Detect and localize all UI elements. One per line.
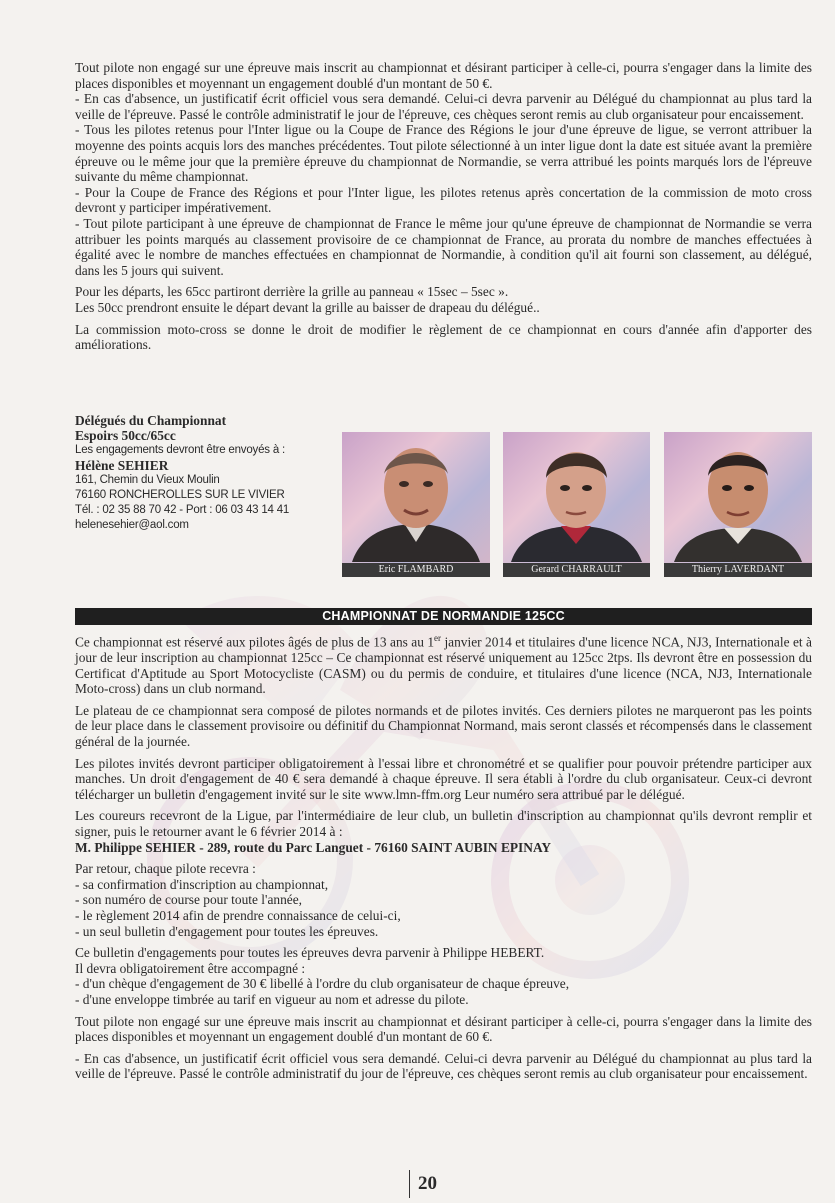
paragraph: Les 50cc prendront ensuite le départ devant la grille au baisser de drapeau du délégué.. [75,299,540,315]
delegates-contact [75,413,335,533]
list-item: - sa confirmation d'inscription au championnat, [75,876,329,892]
address-line: M. Philippe SEHIER - 289, route du Parc Languet - 76160 SAINT AUBIN EPINAY [75,839,552,855]
photo-caption: Thierry LAVERDANT [664,563,812,577]
paragraph: Pour les départs, les 65cc partiront derrière la grille au panneau « 15sec – 5sec ». [75,284,509,300]
paragraph: Tout pilote non engagé sur une épreuve mais inscrit au championnat et désirant participer à celle-ci, pourra s'engager dans la limite des places disponibles et moyennant un engagement doublé d'un montant de 60 €. [75,1013,812,1045]
delegates-intro: Les engagements devront être envoyés à : [75,444,286,456]
delegates-subtitle: Espoirs 50cc/65cc [75,428,176,443]
list-item: - le règlement 2014 afin de prendre connaissance de celui-ci, [75,907,401,923]
portrait-icon [664,432,812,562]
photo-caption: Eric FLAMBARD [342,563,490,577]
photo-caption: Gerard CHARRAULT [503,563,650,577]
paragraph: Il devra obligatoirement être accompagné : [75,960,306,976]
paragraph: Tout pilote non engagé sur une épreuve mais inscrit au championnat et désirant participer à celle-ci, pourra s'engager dans la limite des places disponibles et moyennant un engagement doublé d'un montant de 50 €. [75,60,812,91]
paragraph: Le plateau de ce championnat sera composé de pilotes normands et de pilotes invités. Ces derniers pilotes ne marqueront pas les points de leur place dans le classement provisoire ou définitif du Championnat Normand, mais seront classés et récompensés dans le classement général de la journée. [75,702,812,750]
text-span: Ce championnat est réservé aux pilotes âgés de plus de 13 ans au 1 [75,634,435,650]
paragraph: - En cas d'absence, un justificatif écrit officiel vous sera demandé. Celui-ci devra parvenir au Délégué du championnat au plus tard la veille de l'épreuve. Passé le contrôle administratif le jour de l'épreuve, ces chèques seront remis au club organisateur pour encaissement. [75,91,812,122]
delegate-photo [342,432,490,577]
contact-address-1: 161, Chemin du Vieux Moulin [75,474,220,486]
delegate-photo [664,432,812,577]
paragraph: - Tout pilote participant à une épreuve de championnat de France le même jour qu'une épreuve de championnat de Normandie se verra attribuer les points marqués au classement provisoire de ce championnat de France, au prorata du nombre de manches effectuées à égalité avec le nombre de manches effectuées en championnat de Normandie, à condition qu'il ait fourni son classement, au délégué, dans les 5 jours qui suivent. [75,215,812,278]
main-text-block [75,631,812,1088]
top-text-block [75,60,812,359]
page-number: 20 [409,1170,437,1198]
text-span: janvier 2014 et titulaires d'une licence NCA, NJ3, Internationale et à jour de leur inscription au championnat 125cc – Ce championnat est réservé uniquement au 125cc 2tps. Ils devront être en possession du Certificat d'Aptitude au Sport Motocycliste (CASM) ou du permis de conduire, et titulaires d'une licence (NCA, NJ3, Internationale Moto-cross) dans un club normand. [75,634,812,697]
superscript: er [434,633,442,643]
list-item: - d'un chèque d'engagement de 30 € libellé à l'ordre du club organisateur de chaque épreuve, [75,976,570,992]
contact-name: Hélène SEHIER [75,458,169,473]
list-item: - un seul bulletin d'engagement pour toutes les épreuves. [75,923,379,939]
paragraph: La commission moto-cross se donne le droit de modifier le règlement de ce championnat en cours d'année afin d'apporter des améliorations. [75,321,812,353]
delegates-title: Délégués du Championnat [75,413,227,428]
delegate-photo [503,432,650,577]
portrait-icon [342,432,490,562]
paragraph: Les coureurs recevront de la Ligue, par l'intermédiaire de leur club, un bulletin d'inscription au championnat qu'ils devront remplir et signer, puis le retourner avant le 6 février 2014 à : [75,808,812,839]
paragraph: Par retour, chaque pilote recevra : [75,861,256,877]
list-item: - d'une enveloppe timbrée au tarif en vigueur au nom et adresse du pilote. [75,991,469,1007]
contact-phone: Tél. : 02 35 88 70 42 - Port : 06 03 43 14 41 [75,504,290,516]
paragraph: Les pilotes invités devront participer obligatoirement à l'essai libre et chronométré et se qualifier pour pouvoir prétendre participer aux manches. Un droit d'engagement de 40 € sera demandé à chaque épreuve. Il sera établi à l'ordre du club organisateur. Ceux-ci devront télécharger un bulletin d'engagement invité sur le site www.lmn-ffm.org Leur numéro sera attribué par le délégué. [75,755,812,802]
paragraph: - Pour la Coupe de France des Régions et pour l'Inter ligue, les pilotes retenus après concertation de la commission de moto cross devront y participer impérativement. [75,184,812,216]
paragraph [75,631,812,697]
contact-address-2: 76160 RONCHEROLLES SUR LE VIVIER [75,489,285,501]
contact-email[interactable]: helenesehier@aol.com [75,519,189,531]
portrait-icon [503,432,650,562]
paragraph: - Tous les pilotes retenus pour l'Inter ligue ou la Coupe de France des Régions le jour d'une épreuve de ligue, se verront attribuer la moyenne des points acquis lors des manches précédentes. Tout pilote sélectionné à un inter ligue dont la date est située avant la première épreuve ou le même jour que la première épreuve du championnat de Normandie, se verra attribué les points marqués lors de l'épreuve suivante du même championnat. [75,122,812,185]
section-header: CHAMPIONNAT DE NORMANDIE 125CC [75,608,812,625]
paragraph: - En cas d'absence, un justificatif écrit officiel vous sera demandé. Celui-ci devra parvenir au Délégué du championnat au plus tard la veille de l'épreuve. Passé le contrôle administratif du jour de l'épreuve, ces chèques seront remis au club organisateur pour encaissement. [75,1050,812,1082]
paragraph: Ce bulletin d'engagements pour toutes les épreuves devra parvenir à Philippe HEBERT. [75,945,545,961]
list-item: - son numéro de course pour toute l'année, [75,892,303,908]
